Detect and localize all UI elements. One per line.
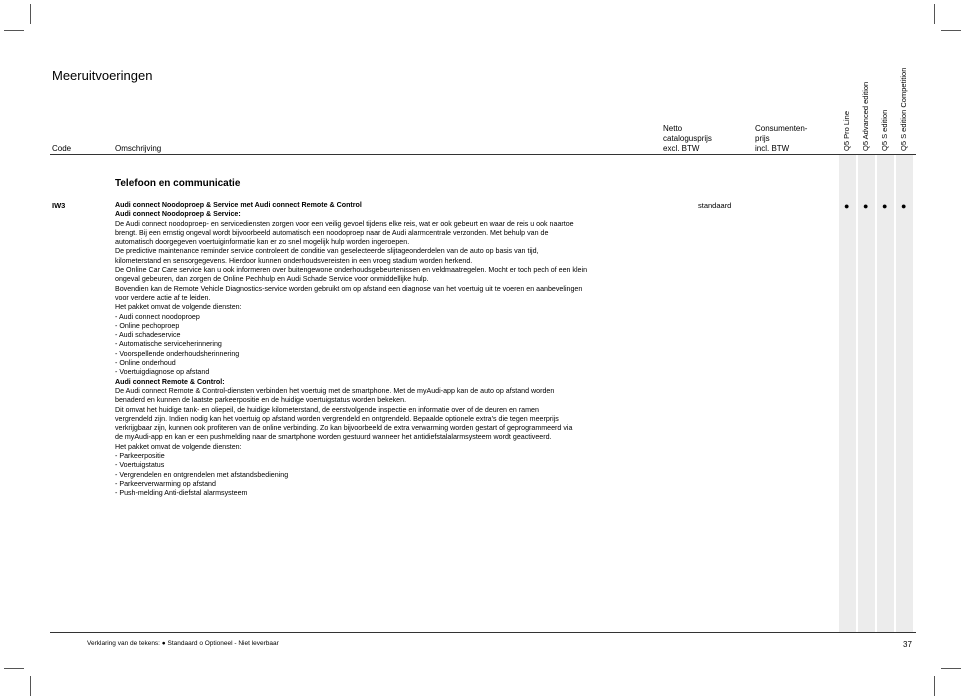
footer-divider bbox=[50, 632, 916, 633]
availability-standard-dot: ● bbox=[882, 201, 888, 211]
option-code: IW3 bbox=[52, 201, 66, 210]
description-line: Audi connect Noodoproep & Service met Audi connect Remote & Control bbox=[115, 201, 362, 209]
legend: Verklaring van de tekens: ● Standaard o Optioneel - Niet leverbaar bbox=[87, 640, 279, 647]
description-line: - Audi connect noodoproep bbox=[115, 312, 200, 321]
model-header-q5-s-edition: Q5 S edition bbox=[880, 109, 889, 151]
crop-mark bbox=[934, 676, 935, 696]
description-line: Bovendien kan de Remote Vehicle Diagnostics-service worden gebruikt om op afstand een diagnose van het voertuig uit te voeren en aanbevelingen bbox=[115, 284, 583, 293]
model-header-q5-advanced-edition: Q5 Advanced edition bbox=[861, 81, 870, 151]
description-line: - Parkeerverwarming op afstand bbox=[115, 479, 216, 488]
description-line: - Audi schadeservice bbox=[115, 331, 181, 340]
column-header-consumer-price: Consumenten- prijs incl. BTW bbox=[755, 124, 808, 153]
description-line: kilometerstand en sensorgegevens. Hierdoor kunnen onderhoudsvereisten in een vroeg stadium worden herkend. bbox=[115, 256, 473, 265]
description-line: Het pakket omvat de volgende diensten: bbox=[115, 303, 242, 312]
model-header-q5-s-edition-competition: Q5 S edition Competition bbox=[899, 67, 908, 151]
description-line: de myAudi-app en kan er een pushmelding naar de smartphone worden gestuurd wanneer het antidiefstalalarmsysteem wordt geactiveerd. bbox=[115, 433, 552, 442]
crop-mark bbox=[941, 668, 961, 669]
section-heading: Telefoon en communicatie bbox=[115, 178, 241, 189]
description-line: - Voertuigdiagnose op afstand bbox=[115, 368, 210, 377]
crop-mark bbox=[30, 4, 31, 24]
column-header-description: Omschrijving bbox=[115, 144, 162, 153]
description-line: De Online Car Care service kan u ook informeren over buitengewone onderhoudsgebeurtenissen en veldmaatregelen. Mocht er toch pech of een klein bbox=[115, 266, 588, 275]
description-line: - Vergrendelen en ontgrendelen met afstandsbediening bbox=[115, 470, 289, 479]
description-line: De Audi connect noodoproep- en servicediensten zorgen voor een veilig gevoel tijdens elke reis, wat er ook gebeurt en waar de reis u ook naartoe bbox=[115, 219, 574, 228]
page-number: 37 bbox=[903, 640, 912, 649]
option-price: standaard bbox=[698, 201, 732, 210]
description-line: - Voertuigstatus bbox=[115, 461, 165, 470]
model-column-band bbox=[839, 155, 856, 632]
model-column-band bbox=[877, 155, 894, 632]
model-header-q5-pro-line: Q5 Pro Line bbox=[842, 110, 851, 151]
description-line: - Voorspellende onderhoudsherinnering bbox=[115, 349, 240, 358]
column-header-net-price: Netto catalogusprijs excl. BTW bbox=[663, 124, 712, 153]
description-line: De predictive maintenance reminder service controleert de conditie van geselecteerde slijtageonderdelen van de auto op basis van tijd, bbox=[115, 247, 539, 256]
description-line: Dit omvat het huidige tank- en oliepeil, de huidige kilometerstand, de eerstvolgende inspectie en informatie over of de deuren en ramen bbox=[115, 405, 539, 414]
availability-standard-dot: ● bbox=[901, 201, 907, 211]
option-description bbox=[115, 201, 660, 499]
availability-standard-dot: ● bbox=[844, 201, 850, 211]
description-line: voor verdere actie af te leiden. bbox=[115, 293, 211, 302]
description-line: verkrijgbaar zijn, kunnen ook profiteren van de online verbinding. Zo kan bijvoorbeeld de extra verwarming worden gestart of geprogrammeerd via bbox=[115, 424, 573, 433]
description-line: - Automatische serviceherinnering bbox=[115, 340, 222, 349]
crop-mark bbox=[941, 30, 961, 31]
availability-standard-dot: ● bbox=[863, 201, 869, 211]
description-line: Het pakket omvat de volgende diensten: bbox=[115, 442, 242, 451]
description-line: - Online onderhoud bbox=[115, 359, 176, 368]
crop-mark bbox=[934, 4, 935, 24]
model-column-band bbox=[896, 155, 913, 632]
description-line: brengt. Bij een ernstig ongeval wordt bijvoorbeeld automatisch een noodoproep naar de Audi alarmcentrale verzonden. Met behulp van de bbox=[115, 228, 549, 237]
crop-mark bbox=[4, 668, 24, 669]
description-line: vergrendeld zijn. Indien nodig kan het voertuig op afstand worden vergrendeld en ontgrendeld. Bepaalde optionele extra's die tegen meerprijs bbox=[115, 414, 559, 423]
description-line: - Parkeerpositie bbox=[115, 452, 165, 461]
page-title: Meeruitvoeringen bbox=[52, 68, 153, 83]
crop-mark bbox=[4, 30, 24, 31]
model-column-band bbox=[858, 155, 875, 632]
description-line: - Push-melding Anti-diefstal alarmsysteem bbox=[115, 489, 248, 498]
crop-mark bbox=[30, 676, 31, 696]
description-line: benaderd en kunnen de laatste parkeerpositie en de huidige voertuigstatus worden bekeken. bbox=[115, 396, 407, 405]
description-line: Audi connect Noodoproep & Service: bbox=[115, 210, 241, 219]
description-line: - Online pechoproep bbox=[115, 321, 180, 330]
column-header-code: Code bbox=[52, 144, 72, 153]
description-line: ongeval gebeuren, dan zorgen de Online Pechhulp en Audi Schade Service voor onmiddellijke hulp. bbox=[115, 275, 429, 284]
header-divider bbox=[50, 154, 916, 155]
description-line: Audi connect Remote & Control: bbox=[115, 377, 225, 386]
description-line: automatisch doorgegeven voertuiginformatie kan er zo snel mogelijk hulp worden ingeroepen. bbox=[115, 238, 410, 247]
description-line: De Audi connect Remote & Control-diensten verbinden het voertuig met de smartphone. Met de myAudi-app kan de auto op afstand worden bbox=[115, 386, 555, 395]
